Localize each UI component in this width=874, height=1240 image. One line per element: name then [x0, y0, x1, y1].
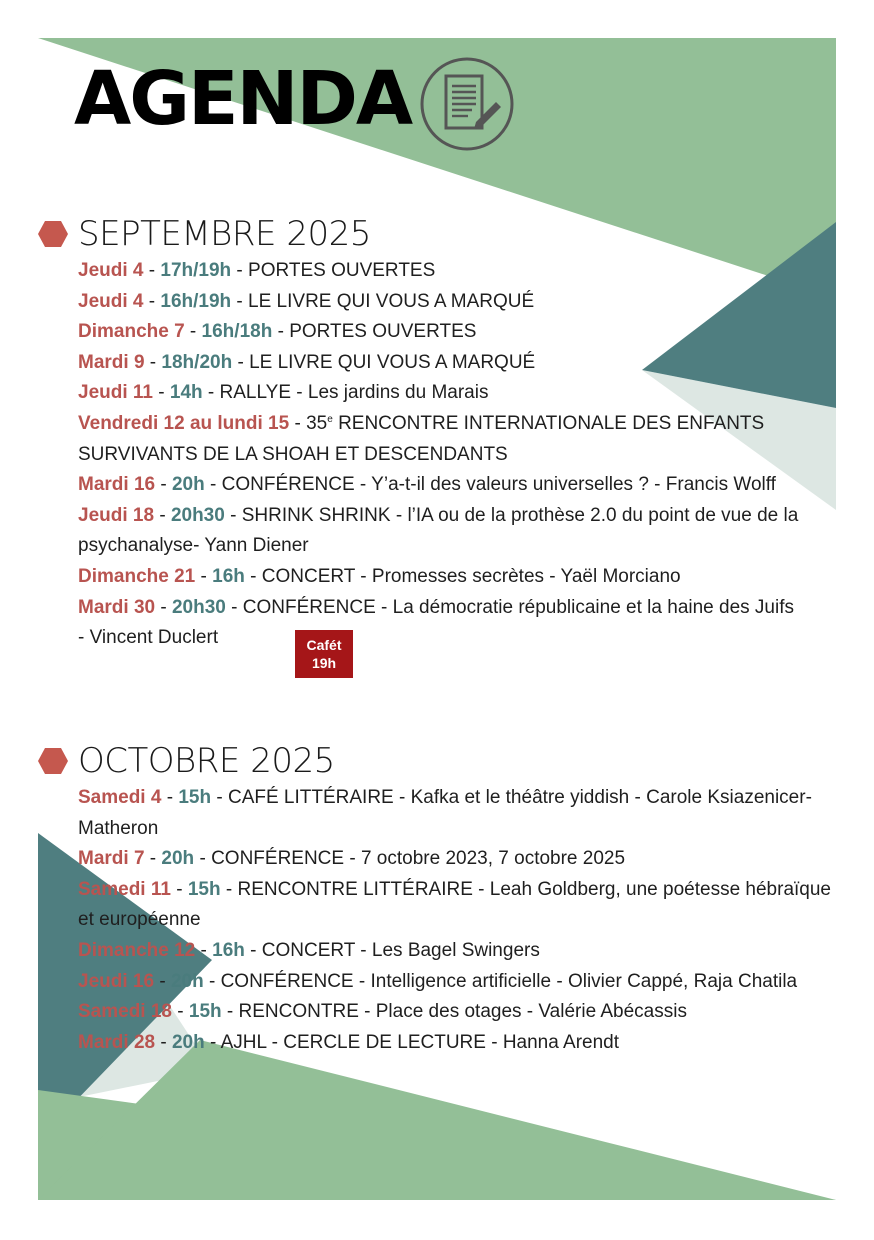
event-list-septembre — [78, 256, 838, 654]
event-time: 15h — [188, 1001, 222, 1023]
event-item: Jeudi 4 - 17h/19h - PORTES OUVERTES — [78, 260, 436, 281]
page-title: AGENDA — [74, 56, 412, 142]
event-item: Mardi 16 - 20h - CONFÉRENCE - Y’a-t-il des valeurs universelles ? - Francis Wolff — [78, 474, 776, 496]
event-ordinal-suffix: e — [327, 413, 333, 425]
event-date: Mardi 9 — [78, 351, 145, 373]
event-time: 17h/19h — [160, 260, 232, 281]
event-text: SHRINK SHRINK - l’IA ou de la prothèse 2.0 du point de vue de la psychanalyse- Yann Diener — [78, 504, 799, 557]
event-item: Samedi 18 - 15h - RENCONTRE - Place des otages - Valérie Abécassis — [78, 1001, 687, 1023]
cafet-badge — [295, 630, 353, 678]
event-time: 20h30 — [171, 596, 226, 618]
event-time: 18h/20h — [161, 351, 233, 373]
event-item: Samedi 4 - 15h - CAFÉ LITTÉRAIRE - Kafka et le théâtre yiddish - Carole Ksiazenicer-Matheron — [78, 787, 812, 839]
event-date: Jeudi 18 — [78, 504, 155, 526]
event-item: Mardi 7 - 20h - CONFÉRENCE - 7 octobre 2023, 7 octobre 2025 — [78, 848, 626, 870]
event-date: Samedi 4 — [78, 787, 162, 808]
event-item: Jeudi 16 - 20h - CONFÉRENCE - Intelligence artificielle - Olivier Cappé, Raja Chatila — [78, 970, 798, 992]
event-date: Samedi 11 — [78, 878, 171, 900]
event-list-octobre — [78, 783, 838, 1058]
event-time: 15h — [187, 878, 221, 900]
event-date: Mardi 7 — [78, 848, 145, 870]
event-date: Dimanche 12 — [78, 939, 196, 961]
event-item: Dimanche 12 - 16h - CONCERT - Les Bagel Swingers — [78, 939, 540, 961]
event-text: LE LIVRE QUI VOUS A MARQUÉ — [249, 351, 536, 373]
document-edit-icon — [418, 55, 516, 153]
event-date: Mardi 28 — [78, 1031, 156, 1053]
event-time: 20h — [170, 970, 204, 992]
event-item: Mardi 9 - 18h/20h - LE LIVRE QUI VOUS A MARQUÉ — [78, 351, 536, 373]
event-date: Mardi 30 — [78, 596, 156, 618]
event-time: 20h — [161, 848, 195, 870]
event-date: Dimanche 21 — [78, 565, 196, 587]
hexagon-icon — [38, 748, 68, 774]
section-title: SEPTEMBRE 2025 — [78, 214, 371, 254]
event-item: Mardi 30 - 20h30 - CONFÉRENCE - La démocratie républicaine et la haine des Juifs - Vincent Duclert — [78, 596, 795, 649]
section-title: OCTOBRE 2025 — [78, 741, 335, 781]
event-time: 20h — [171, 474, 205, 496]
event-time: 16h — [212, 565, 245, 587]
event-text: CONCERT - Les Bagel Swingers — [261, 939, 540, 961]
event-date: Samedi 18 — [78, 1001, 172, 1023]
event-text: CONFÉRENCE - La démocratie républicaine et la haine des Juifs - Vincent Duclert — [78, 596, 795, 649]
event-text: PORTES OUVERTES — [248, 260, 436, 281]
hexagon-icon — [38, 221, 68, 247]
event-text: CAFÉ LITTÉRAIRE - Kafka et le théâtre yiddish - Carole Ksiazenicer-Matheron — [78, 787, 812, 839]
event-text: AJHL - CERCLE DE LECTURE - Hanna Arendt — [220, 1031, 620, 1053]
event-time: 16h/19h — [160, 290, 232, 312]
event-date: Jeudi 16 — [78, 970, 155, 992]
event-time: 16h — [212, 939, 245, 961]
event-time: 20h30 — [170, 504, 225, 526]
badge-label: Cafét — [306, 637, 342, 653]
event-item: Jeudi 11 - 14h - RALLYE - Les jardins du Marais — [78, 382, 489, 404]
event-time: 14h — [169, 382, 203, 404]
event-text: RENCONTRE - Place des otages - Valérie Abécassis — [238, 1001, 687, 1023]
event-item: Vendredi 12 au lundi 15 - 35e RENCONTRE INTERNATIONALE DES ENFANTS SURVIVANTS DE LA SHOAH ET DESCENDANTS — [78, 412, 765, 465]
event-item: Jeudi 18 - 20h30 - SHRINK SHRINK - l’IA ou de la prothèse 2.0 du point de vue de la psychanalyse- Yann Diener — [78, 504, 799, 557]
event-text: CONFÉRENCE - Intelligence artificielle - Olivier Cappé, Raja Chatila — [220, 970, 798, 992]
event-text: CONCERT - Promesses secrètes - Yaël Morciano — [261, 565, 681, 587]
event-item: Dimanche 7 - 16h/18h - PORTES OUVERTES — [78, 321, 477, 343]
event-text: CONFÉRENCE - Y’a-t-il des valeurs universelles ? - Francis Wolff — [221, 474, 776, 496]
event-date: Vendredi 12 au lundi 15 — [78, 412, 290, 434]
event-date: Dimanche 7 — [78, 321, 185, 343]
event-time: 20h — [171, 1031, 205, 1053]
event-date: Jeudi 4 — [78, 290, 144, 312]
event-ordinal: 35 — [306, 412, 328, 434]
event-text: CONFÉRENCE - 7 octobre 2023, 7 octobre 2025 — [211, 848, 626, 870]
event-time: 16h/18h — [201, 321, 273, 343]
event-item: Samedi 11 - 15h - RENCONTRE LITTÉRAIRE - Leah Goldberg, une poétesse hébraïque et européenne — [78, 878, 831, 931]
event-item: Jeudi 4 - 16h/19h - LE LIVRE QUI VOUS A MARQUÉ — [78, 290, 535, 312]
section-heading-octobre — [38, 741, 335, 781]
event-time: 15h — [178, 787, 212, 808]
event-text: RENCONTRE INTERNATIONALE DES ENFANTS SURVIVANTS DE LA SHOAH ET DESCENDANTS — [78, 412, 765, 465]
event-date: Jeudi 11 — [78, 382, 153, 404]
event-text: PORTES OUVERTES — [289, 321, 477, 343]
event-date: Mardi 16 — [78, 474, 156, 496]
event-text: RALLYE - Les jardins du Marais — [219, 382, 489, 404]
section-heading-septembre — [38, 214, 371, 254]
event-text: RENCONTRE LITTÉRAIRE - Leah Goldberg, une poétesse hébraïque et européenne — [78, 878, 831, 931]
event-item: Dimanche 21 - 16h - CONCERT - Promesses secrètes - Yaël Morciano — [78, 565, 681, 587]
event-item: Mardi 28 - 20h - AJHL - CERCLE DE LECTURE - Hanna Arendt — [78, 1031, 620, 1053]
badge-time: 19h — [311, 655, 337, 671]
event-text: LE LIVRE QUI VOUS A MARQUÉ — [248, 290, 535, 312]
event-date: Jeudi 4 — [78, 260, 144, 281]
